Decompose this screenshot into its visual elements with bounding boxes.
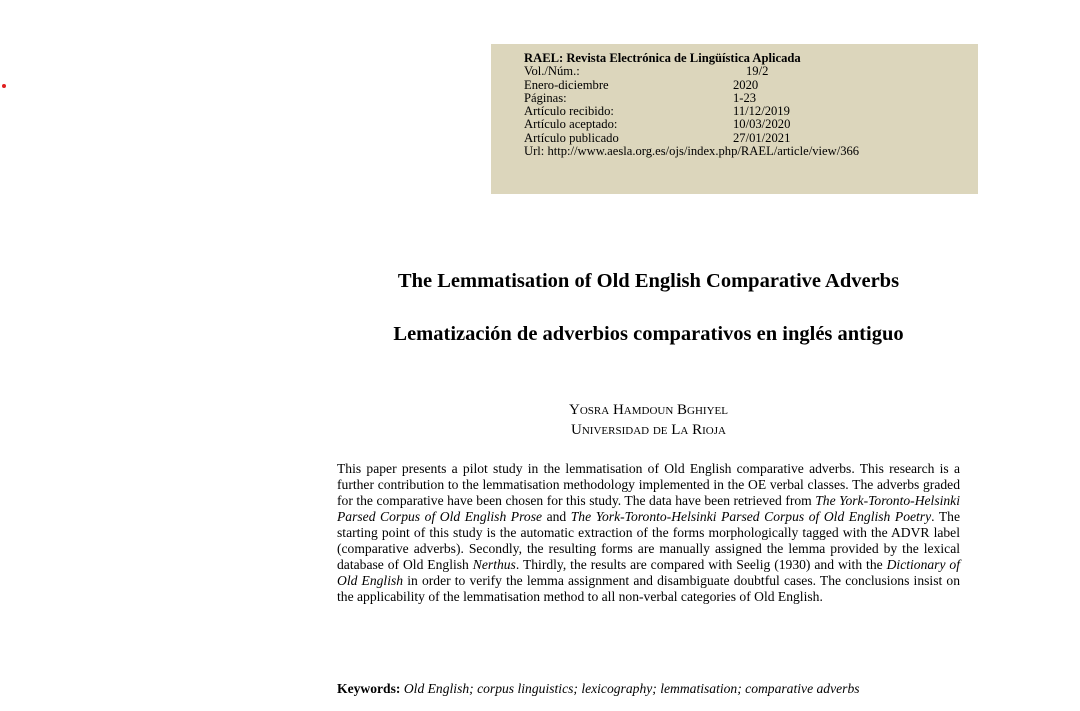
url-label: Url: <box>524 144 545 159</box>
article-url-link[interactable]: http://www.aesla.org.es/ojs/index.php/RAEL/article/view/366 <box>547 144 860 159</box>
red-marker-dot <box>2 84 6 88</box>
info-row-accepted <box>524 118 978 131</box>
info-value: 11/12/2019 <box>733 104 790 119</box>
info-value: 1-23 <box>733 90 757 105</box>
paper-title-english: The Lemmatisation of Old English Comparative Adverbs <box>397 270 900 292</box>
dictionary-title: Dictionary of Old English <box>337 557 960 588</box>
abstract-and: and <box>542 509 571 524</box>
article-url-line <box>524 145 978 158</box>
keywords-label: Keywords: <box>337 681 401 696</box>
corpus-prose-title: The York-Toronto-Helsinki Parsed Corpus of Old English Prose <box>337 493 960 524</box>
author-affiliation: Universidad de La Rioja <box>571 422 726 438</box>
info-label: Artículo recibido: <box>524 104 614 119</box>
info-label: Vol./Núm.: <box>524 64 580 79</box>
journal-title: RAEL: Revista Electrónica de Lingüística Aplicada <box>524 51 801 65</box>
abstract-paragraph <box>337 461 960 605</box>
info-row-volume <box>524 65 978 78</box>
paper-title-spanish: Lematización de adverbios comparativos en inglés antiguo <box>393 323 904 345</box>
author-block <box>337 400 960 440</box>
nerthus-title: Nerthus <box>472 557 516 572</box>
keywords-line <box>337 681 977 697</box>
abstract-text-1: This paper presents a pilot study in the lemmatisation of Old English comparative adverbs. This research is a further contribution to the lemmatisation methodology implemented in the OE verbal classes. The adverbs graded for the comparative have been chosen for this study. The data have been retrieved from <box>337 461 960 508</box>
info-row-pages <box>524 92 978 105</box>
abstract-text-2: . The starting point of this study is the automatic extraction of the forms morphologically tagged with the ADVR label (comparative adverbs). Secondly, the resulting forms are manually assigned the lemma provided by the lexical database of Old English <box>337 509 960 572</box>
info-value: 19/2 <box>746 64 769 79</box>
abstract-text-3: . Thirdly, the results are compared with Seelig (1930) and with the <box>515 557 887 572</box>
info-value: 27/01/2021 <box>733 130 791 145</box>
info-row-published <box>524 132 978 145</box>
info-row-period <box>524 79 978 92</box>
abstract <box>337 461 960 605</box>
info-value: 2020 <box>733 77 759 92</box>
info-label: Páginas: <box>524 90 567 105</box>
info-row-received <box>524 105 978 118</box>
author-name: Yosra Hamdoun Bghiyel <box>569 402 728 418</box>
journal-info-box <box>491 44 978 194</box>
keywords-list: Old English; corpus linguistics; lexicography; lemmatisation; comparative adverbs <box>403 681 860 696</box>
info-label: Artículo aceptado: <box>524 117 618 132</box>
info-label: Artículo publicado <box>524 130 619 145</box>
abstract-text-4: in order to verify the lemma assignment and disambiguate doubtful cases. The conclusions insist on the applicability of the lemmatisation method to all non-verbal categories of Old English. <box>337 573 960 604</box>
corpus-poetry-title: The York-Toronto-Helsinki Parsed Corpus of Old English Poetry <box>570 509 932 524</box>
info-value: 10/03/2020 <box>733 117 791 132</box>
info-label: Enero-diciembre <box>524 77 609 92</box>
